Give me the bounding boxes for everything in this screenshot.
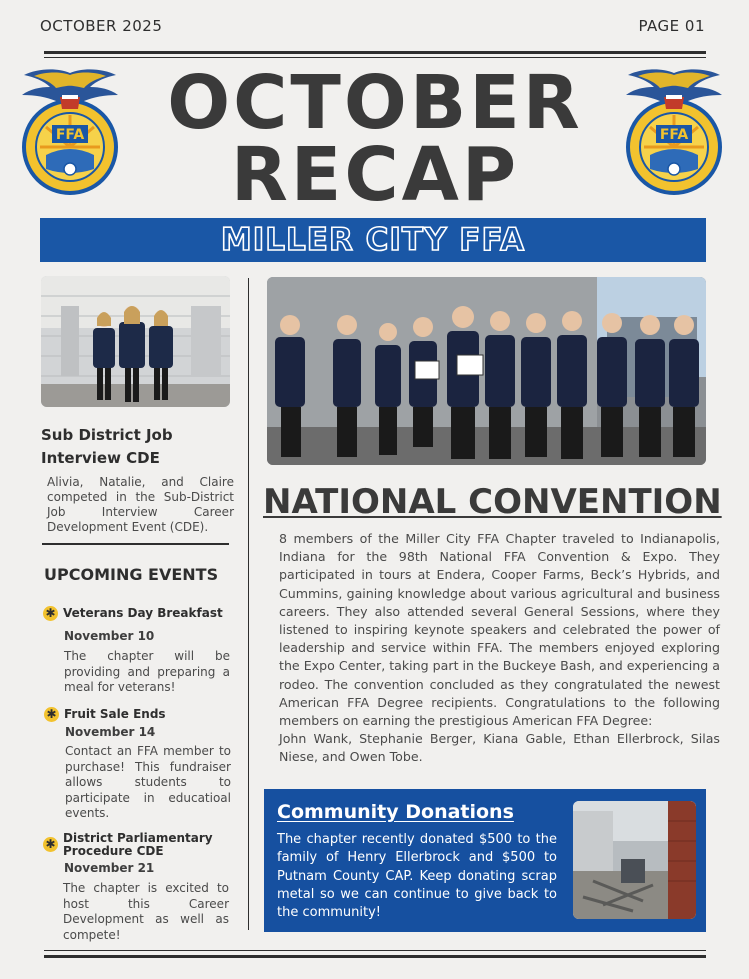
event-2-desc: Contact an FFA member to purchase! This fundraiser allows students to participate in educatioal events. — [65, 744, 231, 820]
page-number: PAGE 01 — [638, 17, 705, 35]
community-donations-panel — [264, 789, 706, 932]
job-interview-heading — [41, 424, 173, 470]
event-1-desc: The chapter will be providing and preparing a meal for veterans! — [64, 649, 230, 694]
event-2-title: Fruit Sale Ends — [64, 707, 166, 721]
event-1-date: November 10 — [64, 629, 155, 643]
event-3-desc: The chapter is excited to host this Career Development as well as compete! — [63, 881, 229, 942]
event-1-title: Veterans Day Breakfast — [63, 606, 223, 620]
header-rule-thin — [44, 57, 706, 58]
national-convention-article — [279, 530, 720, 767]
ffa-emblem-icon — [16, 65, 124, 197]
job-interview-heading-line-2: Interview CDE — [41, 449, 160, 467]
svg-text:FFA: FFA — [55, 127, 85, 143]
chapter-name: MILLER CITY FFA — [220, 222, 526, 258]
american-degree-recipients: John Wank, Stephanie Berger, Kiana Gable, Ethan Ellerbrock, Silas Niese, and Owen Tobe. — [279, 731, 720, 765]
event-3-date: November 21 — [64, 861, 155, 875]
footer-rule-thin — [44, 950, 706, 951]
svg-text:FFA: FFA — [659, 127, 689, 143]
title-line-1: OCTOBER — [167, 60, 583, 146]
national-convention-heading: NATIONAL CONVENTION — [263, 482, 722, 522]
star-icon: ✱ — [43, 606, 58, 621]
national-convention-body: 8 members of the Miller City FFA Chapter traveled to Indianapolis, Indiana for the 98th National FFA Convention & Expo. They participated in tours at Endera, Cooper Farms, Beck’s Hybrids, and Cummins, gaining knowledge about various agricultural and business careers. They also attended several General Sessions, where they listened to inspiring keynote speakers and celebrated the power of leadership and service within FFA. The members enjoyed exploring the Expo Center, taking part in the Buckeye Bash, and experiencing a rodeo. The convention concluded as they congratulated the newest American FFA Degree recipients. Congratulations to the following members on earning the prestigious American FFA Degree: — [279, 531, 720, 729]
job-interview-photo — [41, 276, 230, 407]
ffa-emblem-icon — [620, 65, 728, 197]
job-interview-heading-line-1: Sub District Job — [41, 426, 173, 444]
convention-group-photo — [267, 277, 706, 465]
community-donations-body: The chapter recently donated $500 to the family of Henry Ellerbrock and $500 to Putnam County CAP. Keep donating scrap metal so we can continue to give back to the community! — [277, 832, 557, 921]
header-rule-top — [44, 51, 706, 54]
upcoming-events-heading: UPCOMING EVENTS — [44, 565, 219, 584]
chapter-banner — [40, 218, 706, 262]
title-line-2: RECAP — [230, 132, 520, 218]
event-3-title-line-2: Procedure CDE — [63, 844, 164, 858]
star-icon: ✱ — [44, 707, 59, 722]
star-icon: ✱ — [43, 837, 58, 852]
footer-rule-bottom — [44, 955, 706, 958]
event-2-date: November 14 — [65, 725, 156, 739]
event-3-title-line-1: District Parliamentary — [63, 831, 213, 845]
issue-date: OCTOBER 2025 — [40, 17, 163, 35]
job-interview-body: Alivia, Natalie, and Claire competed in the Sub-District Job Interview Career Development Event (CDE). — [47, 475, 234, 534]
left-divider — [42, 543, 229, 545]
column-divider — [248, 278, 249, 930]
community-donations-heading: Community Donations — [277, 801, 514, 823]
scrap-metal-photo — [573, 801, 696, 919]
event-3-title — [63, 832, 213, 858]
